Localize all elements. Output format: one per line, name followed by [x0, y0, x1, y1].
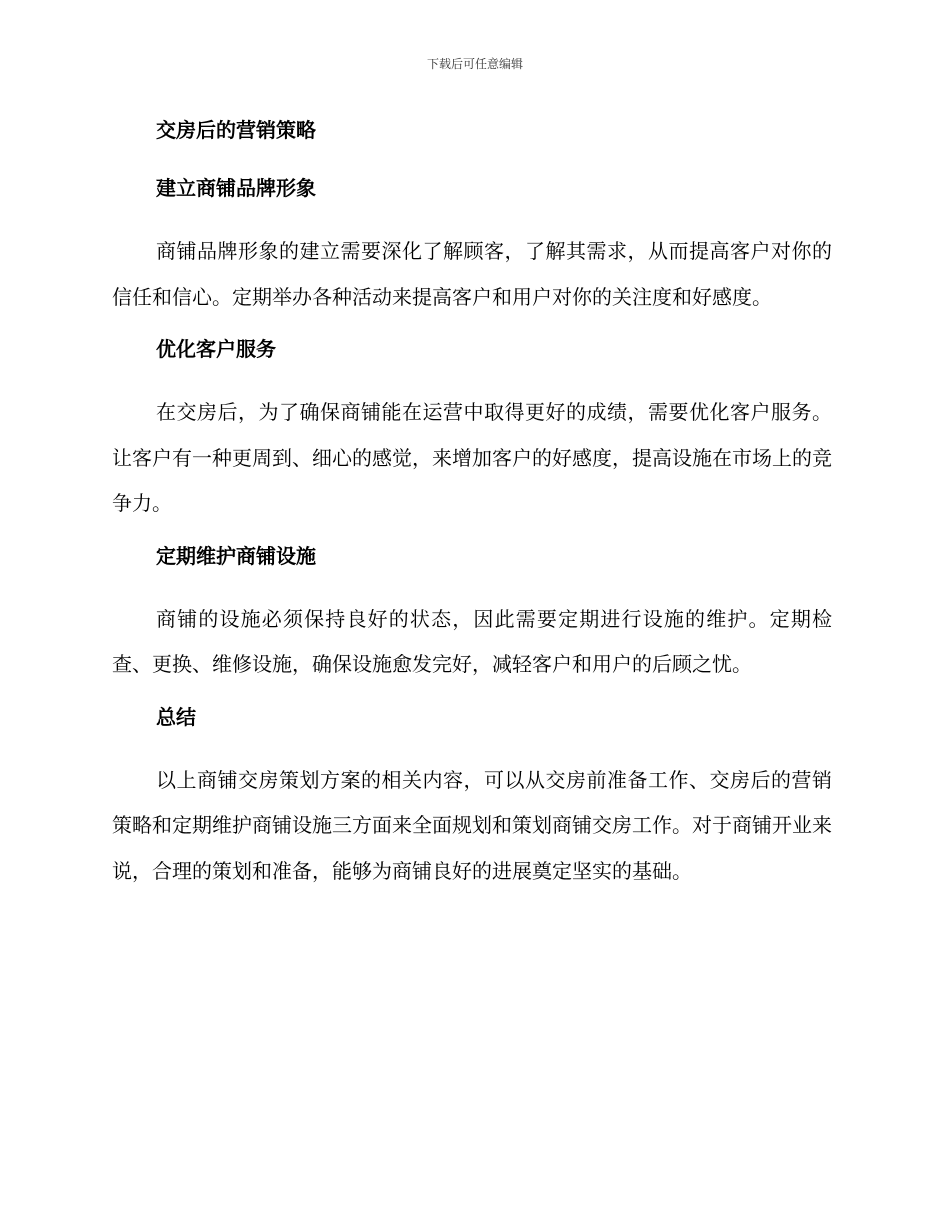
section-heading-marketing: 交房后的营销策略	[156, 118, 316, 142]
header-note: 下载后可任意编辑	[426, 57, 523, 71]
paragraph-brand: 商铺品牌形象的建立需要深化了解顾客，了解其需求，从而提高客户对你的信任和信心。定期举办各种活动来提高客户和用户对你的关注度和好感度。	[112, 239, 832, 309]
document-body	[112, 113, 832, 906]
paragraph-summary: 以上商铺交房策划方案的相关内容，可以从交房前准备工作、交房后的营销策略和定期维护商铺设施三方面来全面规划和策划商铺交房工作。对于商铺开业来说，合理的策划和准备，能够为商铺良好的进展奠定坚实的基础。	[112, 767, 832, 883]
paragraph-maintenance: 商铺的设施必须保持良好的状态，因此需要定期进行设施的维护。定期检查、更换、维修设施，确保设施愈发完好，减轻客户和用户的后顾之忧。	[112, 606, 832, 676]
section-heading-maintenance: 定期维护商铺设施	[156, 543, 316, 568]
paragraph-service: 在交房后，为了确保商铺能在运营中取得更好的成绩，需要优化客户服务。让客户有一种更周到、细心的感觉，来增加客户的好感度，提高设施在市场上的竞争力。	[112, 400, 832, 515]
section-heading-summary: 总结	[156, 704, 196, 729]
section-heading-brand: 建立商铺品牌形象	[156, 176, 316, 200]
section-heading-service: 优化客户服务	[156, 337, 276, 361]
